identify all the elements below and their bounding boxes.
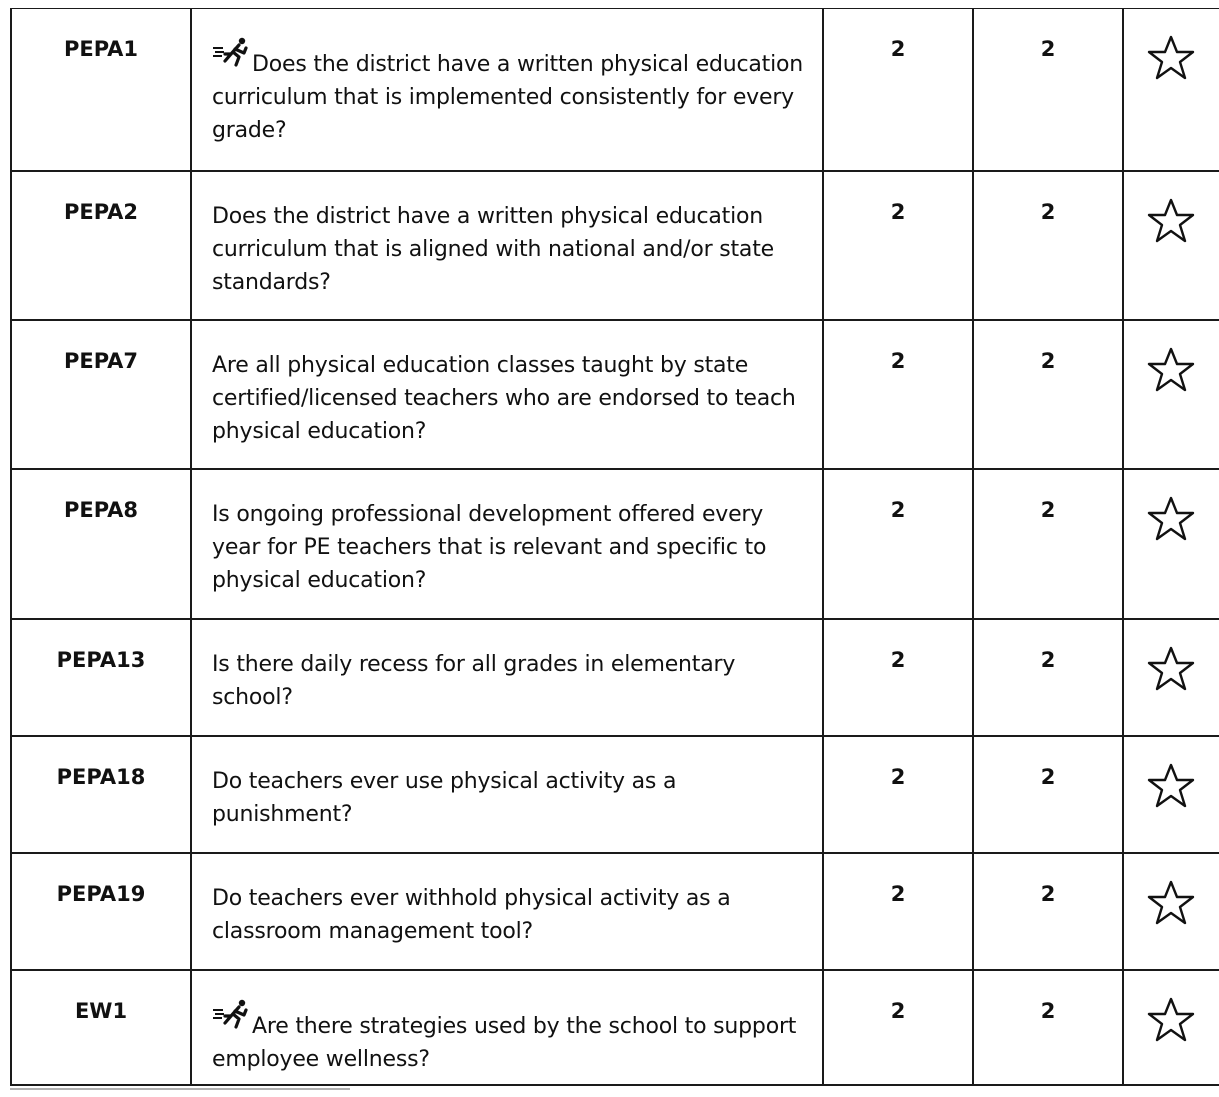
table-row — [11, 320, 1219, 469]
question-text: Does the district have a written physical education curriculum that is implemented consistently for every grade? — [212, 52, 803, 143]
table-row — [11, 619, 1219, 736]
score-b: 2 — [973, 320, 1123, 469]
question-text: Are all physical education classes taught by state certified/licensed teachers who are endorsed to teach physical education? — [212, 352, 796, 444]
question-text: Are there strategies used by the school to support employee wellness? — [212, 1013, 797, 1072]
item-question — [191, 619, 823, 736]
table-row — [11, 853, 1219, 970]
question-text: Does the district have a written physical education curriculum that is aligned with national and/or state standards? — [212, 203, 774, 295]
table-row — [11, 9, 1219, 171]
item-question — [191, 171, 823, 320]
score-b: 2 — [973, 619, 1123, 736]
question-text: Is ongoing professional development offered every year for PE teachers that is relevant and specific to physical education? — [212, 501, 767, 593]
page-edge-line — [10, 1088, 350, 1090]
star-outline-icon[interactable] — [1146, 995, 1196, 1045]
question-text: Do teachers ever withhold physical activity as a classroom management tool? — [212, 885, 731, 944]
question-text: Is there daily recess for all grades in elementary school? — [212, 651, 736, 710]
item-code: PEPA2 — [11, 171, 191, 320]
score-b: 2 — [973, 736, 1123, 853]
item-code: PEPA7 — [11, 320, 191, 469]
table-row — [11, 736, 1219, 853]
item-question — [191, 970, 823, 1085]
star-outline-icon[interactable] — [1146, 33, 1196, 83]
runner-icon — [212, 999, 250, 1029]
score-a: 2 — [823, 619, 973, 736]
star-cell[interactable] — [1123, 736, 1219, 853]
question-text: Do teachers ever use physical activity as a punishment? — [212, 768, 677, 827]
star-cell[interactable] — [1123, 171, 1219, 320]
table-row — [11, 171, 1219, 320]
item-question — [191, 320, 823, 469]
item-question — [191, 853, 823, 970]
star-cell[interactable] — [1123, 469, 1219, 619]
item-question — [191, 736, 823, 853]
item-code: PEPA19 — [11, 853, 191, 970]
score-a: 2 — [823, 171, 973, 320]
star-outline-icon[interactable] — [1146, 761, 1196, 811]
score-a: 2 — [823, 9, 973, 171]
assessment-table — [10, 8, 1219, 1086]
star-outline-icon[interactable] — [1146, 644, 1196, 694]
score-a: 2 — [823, 853, 973, 970]
star-outline-icon[interactable] — [1146, 196, 1196, 246]
star-outline-icon[interactable] — [1146, 878, 1196, 928]
item-question — [191, 469, 823, 619]
star-cell[interactable] — [1123, 970, 1219, 1085]
score-a: 2 — [823, 736, 973, 853]
star-cell[interactable] — [1123, 320, 1219, 469]
score-b: 2 — [973, 853, 1123, 970]
score-b: 2 — [973, 469, 1123, 619]
star-outline-icon[interactable] — [1146, 494, 1196, 544]
star-cell[interactable] — [1123, 619, 1219, 736]
score-b: 2 — [973, 9, 1123, 171]
star-cell[interactable] — [1123, 853, 1219, 970]
item-question — [191, 9, 823, 171]
item-code: PEPA13 — [11, 619, 191, 736]
table-row — [11, 469, 1219, 619]
score-b: 2 — [973, 171, 1123, 320]
score-a: 2 — [823, 970, 973, 1085]
score-b: 2 — [973, 970, 1123, 1085]
item-code: PEPA1 — [11, 9, 191, 171]
item-code: EW1 — [11, 970, 191, 1085]
item-code: PEPA18 — [11, 736, 191, 853]
star-outline-icon[interactable] — [1146, 345, 1196, 395]
table-row — [11, 970, 1219, 1085]
score-a: 2 — [823, 320, 973, 469]
runner-icon — [212, 37, 250, 67]
score-a: 2 — [823, 469, 973, 619]
item-code: PEPA8 — [11, 469, 191, 619]
star-cell[interactable] — [1123, 9, 1219, 171]
